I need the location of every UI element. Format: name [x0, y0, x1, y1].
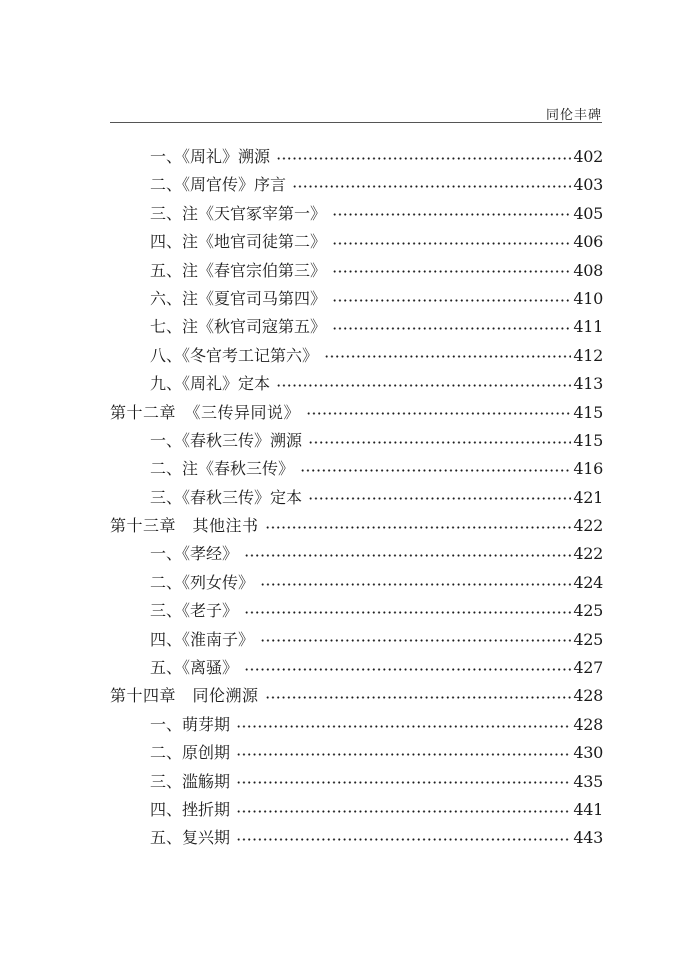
dot-leader: [236, 838, 571, 841]
toc-entry-title: 四、《淮南子》: [150, 629, 255, 649]
toc-entry-title: 二、原创期: [150, 743, 231, 763]
running-head: 同伦丰碑: [545, 108, 602, 123]
toc-entry-title: 三、《春秋三传》定本: [150, 487, 303, 507]
toc-page-number: 428: [573, 686, 603, 706]
dot-leader: [332, 213, 571, 216]
toc-page-number: 427: [573, 658, 603, 678]
toc-page-number: 441: [573, 799, 603, 819]
toc-entry-row: [110, 654, 603, 682]
toc-page-number: 443: [573, 828, 603, 848]
toc-entry-title: 四、注《地官司徒第二》: [150, 232, 327, 252]
header-rule: [110, 122, 602, 123]
dot-leader: [300, 469, 571, 472]
toc-page-number: 405: [573, 203, 603, 223]
toc-entry-title: 一、《春秋三传》溯源: [150, 430, 303, 450]
toc-entry-title: 第十四章 同伦溯源: [110, 686, 259, 706]
toc-page-number: 415: [573, 402, 603, 422]
dot-leader: [236, 781, 571, 784]
toc-entry-title: 一、《周礼》溯源: [150, 147, 271, 166]
toc-chapter-row: [110, 512, 603, 540]
toc-entry-title: 二、《周官传》序言: [150, 175, 287, 195]
toc-entry-row: [110, 228, 603, 256]
table-of-contents: [110, 143, 603, 853]
toc-entry-title: 七、注《秋官司寇第五》: [150, 317, 327, 337]
toc-page-number: 424: [573, 572, 603, 592]
toc-entry-row: [110, 796, 603, 824]
dot-leader: [265, 696, 572, 699]
dot-leader: [308, 497, 571, 500]
toc-entry-title: 二、注《春秋三传》: [150, 459, 295, 479]
toc-page-number: 425: [573, 601, 603, 621]
toc-chapter-row: [110, 682, 603, 710]
toc-entry-row: [110, 484, 603, 512]
toc-page-number: 408: [573, 260, 603, 280]
toc-entry-title: 一、萌芽期: [150, 714, 231, 734]
dot-leader: [236, 753, 571, 756]
toc-entry-row: [110, 824, 603, 852]
dot-leader: [332, 299, 571, 302]
toc-entry-title: 八、《冬官考工记第六》: [150, 345, 319, 365]
toc-entry-title: 三、注《天官冢宰第一》: [150, 203, 327, 223]
dot-leader: [244, 668, 571, 671]
toc-entry-row: [110, 739, 603, 767]
toc-page-number: 425: [573, 629, 603, 649]
dot-leader: [276, 384, 571, 387]
dot-leader: [332, 327, 571, 330]
toc-entry-row: [110, 569, 603, 597]
toc-entry-row: [110, 200, 603, 228]
dot-leader: [324, 355, 571, 358]
toc-entry-title: 第十二章 《三传异同说》: [110, 402, 301, 422]
toc-entry-row: [110, 313, 603, 341]
toc-entry-row: [110, 626, 603, 654]
toc-entry-row: [110, 455, 603, 483]
dot-leader: [276, 157, 571, 160]
toc-entry-row: [110, 143, 603, 171]
toc-page-number: 402: [573, 147, 603, 166]
toc-entry-row: [110, 342, 603, 370]
toc-page-number: 430: [573, 743, 603, 763]
dot-leader: [236, 725, 571, 728]
dot-leader: [332, 242, 571, 245]
toc-entry-title: 一、《孝经》: [150, 544, 239, 564]
toc-page-number: 422: [573, 516, 603, 536]
toc-entry-title: 三、《老子》: [150, 601, 239, 621]
toc-entry-title: 四、挫折期: [150, 799, 231, 819]
toc-entry-title: 二、《列女传》: [150, 572, 255, 592]
toc-page-number: 412: [573, 345, 603, 365]
toc-entry-row: [110, 768, 603, 796]
dot-leader: [332, 270, 571, 273]
toc-entry-title: 九、《周礼》定本: [150, 374, 271, 394]
dot-leader: [292, 185, 571, 188]
toc-entry-title: 第十三章 其他注书: [110, 516, 259, 536]
dot-leader: [308, 441, 571, 444]
toc-chapter-row: [110, 399, 603, 427]
dot-leader: [260, 583, 571, 586]
toc-entry-row: [110, 711, 603, 739]
toc-page-number: 403: [573, 175, 603, 195]
toc-entry-row: [110, 540, 603, 568]
dot-leader: [265, 526, 572, 529]
dot-leader: [306, 412, 571, 415]
toc-page-number: 421: [573, 487, 603, 507]
toc-entry-title: 五、注《春官宗伯第三》: [150, 260, 327, 280]
toc-entry-row: [110, 257, 603, 285]
dot-leader: [236, 810, 571, 813]
toc-page-number: 410: [573, 288, 603, 308]
dot-leader: [244, 611, 571, 614]
toc-page-number: 435: [573, 771, 603, 791]
dot-leader: [244, 554, 571, 557]
toc-page-number: 413: [573, 374, 603, 394]
toc-page-number: 428: [573, 714, 603, 734]
toc-entry-row: [110, 171, 603, 199]
toc-entry-title: 五、复兴期: [150, 828, 231, 848]
toc-entry-row: [110, 285, 603, 313]
toc-entry-title: 五、《离骚》: [150, 658, 239, 678]
toc-entry-row: [110, 597, 603, 625]
toc-entry-row: [110, 427, 603, 455]
toc-page-number: 416: [573, 459, 603, 479]
toc-page-number: 411: [573, 317, 603, 337]
toc-entry-title: 三、滥觞期: [150, 771, 231, 791]
toc-page-number: 422: [573, 544, 603, 564]
toc-page-number: 415: [573, 430, 603, 450]
toc-page-number: 406: [573, 232, 603, 252]
dot-leader: [260, 639, 571, 642]
toc-entry-row: [110, 370, 603, 398]
toc-entry-title: 六、注《夏官司马第四》: [150, 288, 327, 308]
